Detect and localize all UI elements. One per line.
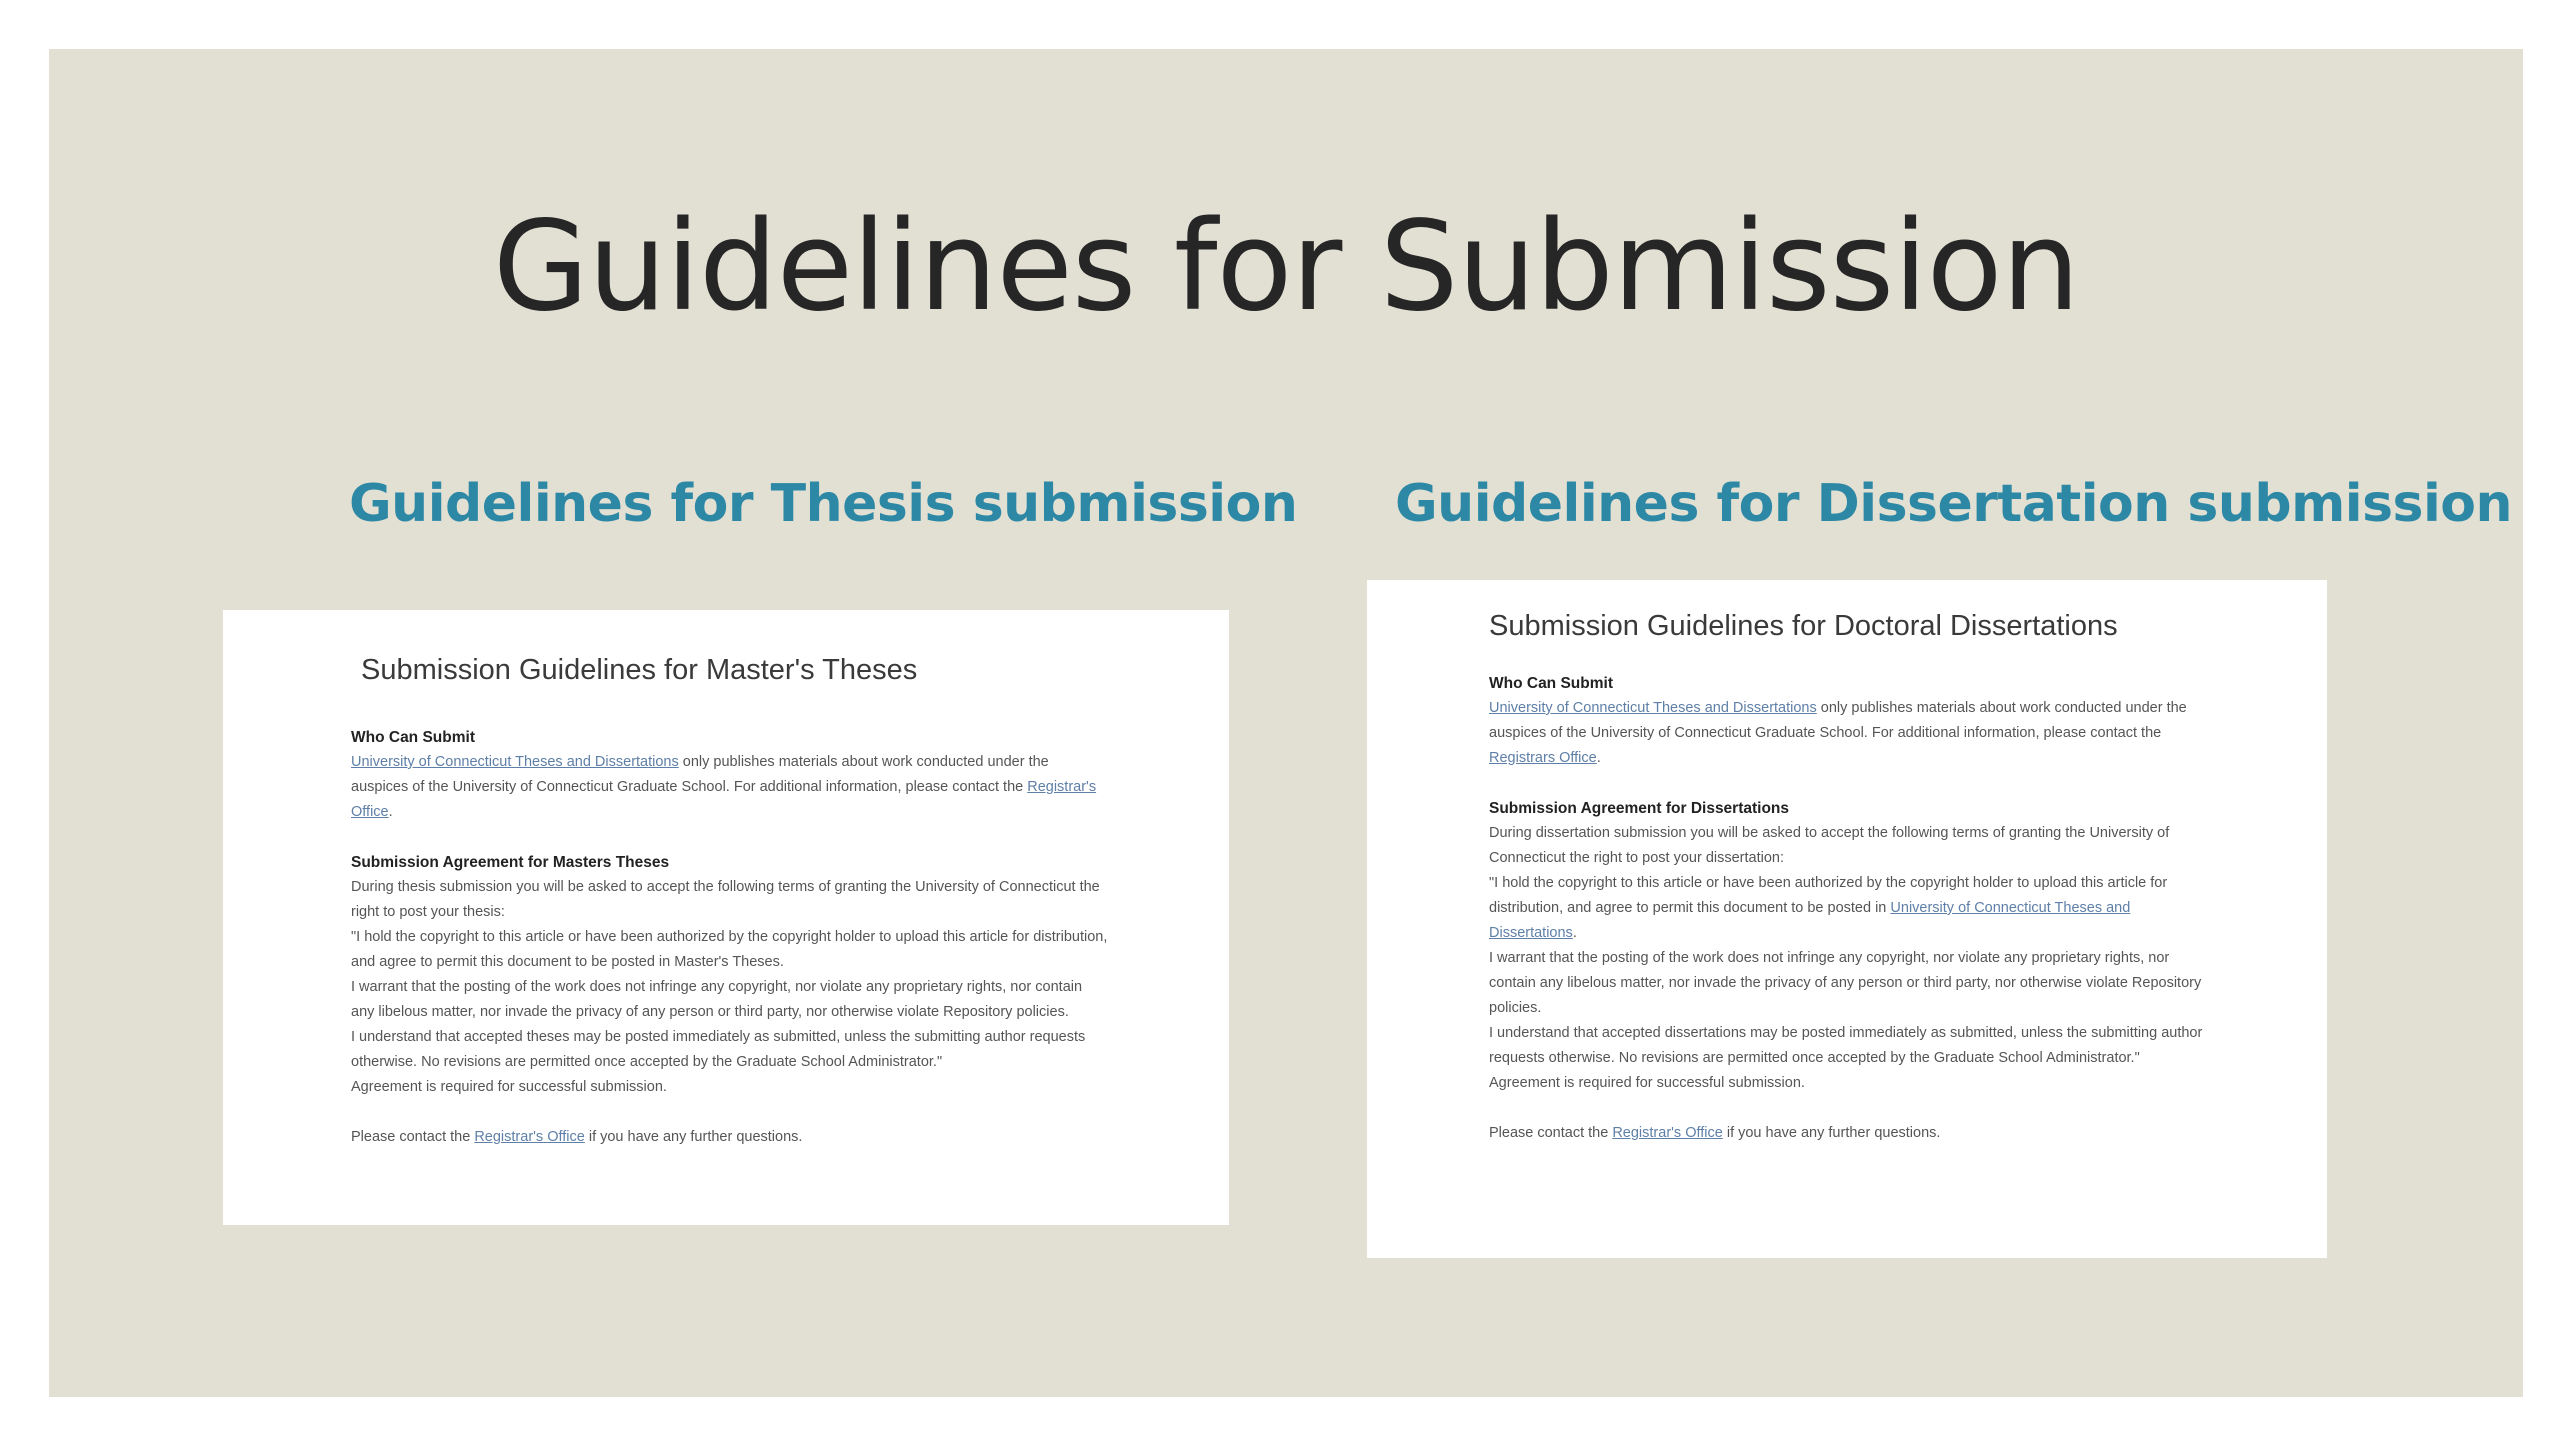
thesis-uconn-link[interactable]: University of Connecticut Theses and Dissertations <box>351 754 679 770</box>
dissertation-who-end: . <box>1596 750 1601 766</box>
dissertation-term-2: I warrant that the posting of the work does not infringe any copyright, nor violate any proprietary rights, nor contain any libelous matter, nor invade the privacy of any person or third party, nor otherwise violate Repository policies. <box>1489 950 2202 1016</box>
thesis-required: Agreement is required for successful submission. <box>351 1079 667 1095</box>
dissertation-uconn-link[interactable]: University of Connecticut Theses and Dissertations <box>1489 700 1817 716</box>
dissertation-doc-title: Submission Guidelines for Doctoral Dissertations <box>1489 610 2118 642</box>
dissertation-who-heading: Who Can Submit <box>1489 675 1613 692</box>
thesis-term-2: I warrant that the posting of the work does not infringe any copyright, nor violate any proprietary rights, nor contain any libelous matter, nor invade the privacy of any person or third party, nor otherwise violate Repository policies. <box>351 979 1083 1020</box>
slide-title: Guidelines for Submission <box>492 195 2080 339</box>
thesis-contact-post: if you have any further questions. <box>584 1129 803 1145</box>
dissertation-term-3: I understand that accepted dissertations may be posted immediately as submitted, unless the submitting author requests otherwise. No revisions are permitted once accepted by the Graduate School Administrator." <box>1489 1025 2203 1066</box>
thesis-who-paragraph <box>351 750 1109 825</box>
thesis-who-heading: Who Can Submit <box>351 729 475 746</box>
dissertation-guidelines-screenshot <box>1367 580 2327 1258</box>
dissertation-term-1-end: . <box>1572 925 1577 941</box>
dissertation-heading: Guidelines for Dissertation submission <box>1395 474 2513 534</box>
thesis-term-1: "I hold the copyright to this article or have been authorized by the copyright holder to upload this article for distribution, and agree to permit this document to be posted in Master's Theses. <box>351 929 1108 970</box>
dissertation-who-text: only publishes materials about work conducted under the auspices of the University of Connecticut Graduate School. For additional information, please contact the <box>1489 700 2187 741</box>
dissertation-who-paragraph <box>1489 696 2217 771</box>
dissertation-term-1-link[interactable]: University of Connecticut Theses and Dissertations <box>1489 900 2131 941</box>
thesis-heading: Guidelines for Thesis submission <box>349 474 1298 534</box>
thesis-contact <box>351 1125 1109 1150</box>
thesis-registrar-link[interactable]: Registrar's Office <box>351 779 1097 820</box>
slide <box>49 49 2523 1397</box>
thesis-contact-registrar-link[interactable]: Registrar's Office <box>474 1129 585 1145</box>
dissertation-contact-registrar-link[interactable]: Registrar's Office <box>1612 1125 1723 1141</box>
dissertation-agreement-heading: Submission Agreement for Dissertations <box>1489 800 1790 817</box>
thesis-agreement-heading: Submission Agreement for Masters Theses <box>351 854 670 871</box>
dissertation-contact <box>1489 1121 2217 1146</box>
dissertation-contact-pre: Please contact the <box>1489 1125 1613 1141</box>
dissertation-registrar-link[interactable]: Registrars Office <box>1489 750 1597 766</box>
dissertation-contact-post: if you have any further questions. <box>1722 1125 1941 1141</box>
thesis-who-end: . <box>388 804 393 820</box>
thesis-guidelines-screenshot <box>223 610 1229 1225</box>
thesis-who-text: only publishes materials about work conducted under the auspices of the University of Connecticut Graduate School. For additional information, please contact the <box>351 754 1049 795</box>
thesis-contact-pre: Please contact the <box>351 1129 475 1145</box>
dissertation-required: Agreement is required for successful submission. <box>1489 1075 1805 1091</box>
thesis-agreement-intro: During thesis submission you will be asked to accept the following terms of granting the University of Connecticut the right to post your thesis: <box>351 879 1100 920</box>
thesis-term-3: I understand that accepted theses may be posted immediately as submitted, unless the submitting author requests otherwise. No revisions are permitted once accepted by the Graduate School Administrator." <box>351 1029 1086 1070</box>
dissertation-term-1-text: "I hold the copyright to this article or have been authorized by the copyright holder to upload this article for distribution, and agree to permit this document to be posted in <box>1489 875 2168 916</box>
dissertation-agreement-intro: During dissertation submission you will be asked to accept the following terms of granting the University of Connecticut the right to post your dissertation: <box>1489 825 2170 866</box>
thesis-doc-title: Submission Guidelines for Master's Theses <box>361 654 918 686</box>
dissertation-term-1 <box>1489 871 2217 946</box>
